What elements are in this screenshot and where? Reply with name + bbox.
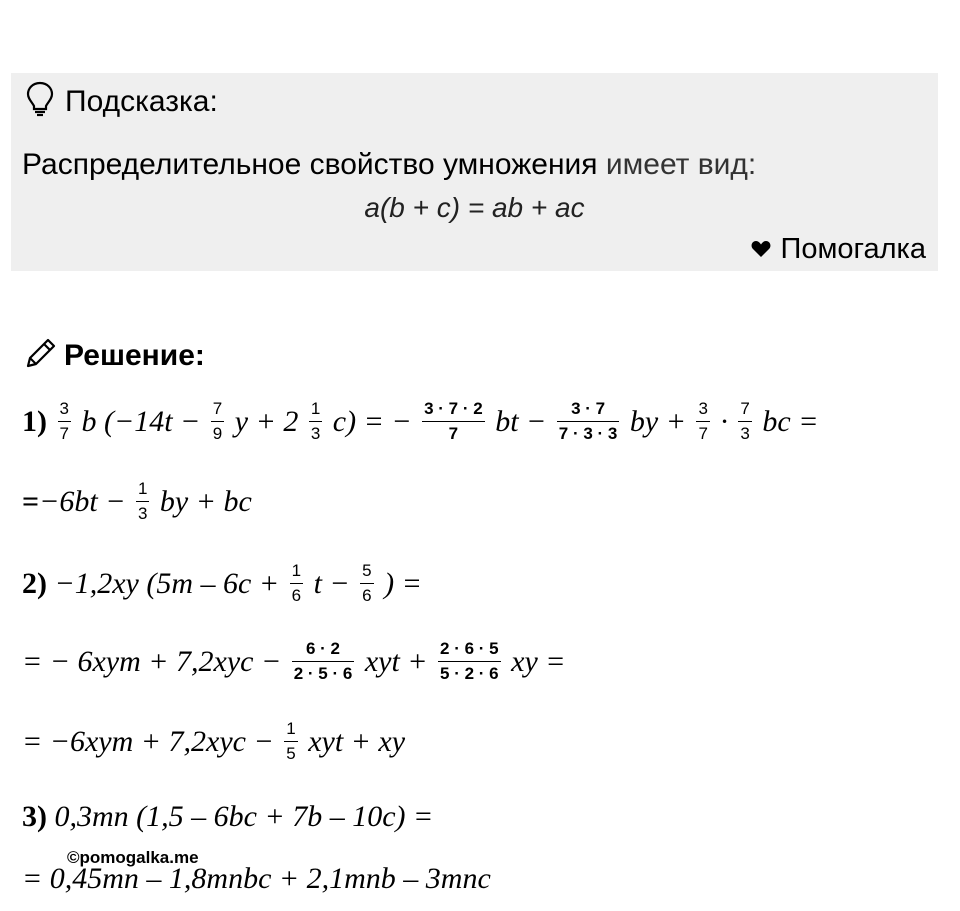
solution-line-1b [22, 479, 252, 526]
solution-line-2 [22, 561, 422, 608]
expr-text: b (−14t − [73, 404, 208, 438]
expr-text: by + [622, 404, 694, 438]
expr-text: bt − [487, 404, 554, 438]
equals-sign: = [22, 484, 40, 518]
hint-brand [751, 233, 926, 266]
expr-text: −1,2xy (5m – 6c + [47, 566, 287, 600]
expr-text: c) = − [325, 404, 420, 438]
solution-line-2c [22, 719, 406, 766]
watermark: ©pomogalka.me [67, 848, 199, 867]
expr-text: = − 6xym + 7,2xyc − [22, 644, 289, 678]
fraction: $\frac{2 \cdot 6 \cdot 5}{5 \cdot 2 \cdot 6}$ [440, 639, 499, 683]
hint-text [22, 148, 756, 182]
fraction: $\frac{3}{7}$ [698, 399, 708, 443]
expr-text: y + 2 [227, 404, 306, 438]
brand-name: Помогалка [780, 233, 926, 265]
fraction: $\frac{3}{7}$ [59, 399, 69, 443]
expr-text: · [712, 404, 736, 438]
hint-formula: a(b + c) = ab + ac [364, 192, 585, 223]
expr-text: xyt + [357, 644, 436, 678]
expr-text: xyt + xy [300, 724, 406, 758]
fraction: $\frac{7}{9}$ [212, 399, 223, 443]
fraction: $\frac{1}{3}$ [310, 399, 321, 443]
hint-header [25, 81, 218, 122]
fraction: $\frac{1}{6}$ [291, 561, 302, 605]
hint-title: Подсказка: [65, 84, 218, 118]
item-label: 2) [22, 566, 47, 600]
fraction: $\frac{7}{3}$ [740, 399, 750, 443]
solution-line-2b [22, 639, 566, 686]
expr-text: 0,3mn (1,5 – 6bc + 7b – 10c) = [47, 800, 434, 833]
expr-text: by + bc [152, 484, 252, 518]
hint-box [11, 73, 938, 271]
pencil-icon [24, 336, 58, 375]
expr-text: −6bt − [39, 484, 133, 518]
item-label: 3) [22, 800, 47, 833]
fraction: $\frac{1}{3}$ [137, 479, 148, 523]
expr-text: ) = [376, 566, 422, 600]
solution-line-3 [22, 800, 433, 834]
fraction: $\frac{3 \cdot 7 \cdot 2}{7}$ [424, 399, 483, 443]
expr-text: = −6xym + 7,2xyc − [22, 724, 282, 758]
lightbulb-icon [25, 81, 55, 122]
hint-text-bold: Распределительное свойство умножения [22, 148, 598, 181]
expr-text: t − [306, 566, 358, 600]
solution-header [24, 336, 205, 375]
fraction: $\frac{3 \cdot 7}{7 \cdot 3 \cdot 3}$ [558, 399, 618, 443]
fraction: $\frac{1}{5}$ [286, 719, 296, 763]
solution-title: Решение: [64, 338, 205, 372]
heart-icon [751, 233, 781, 266]
expr-text: xy = [503, 644, 566, 678]
expr-text: = 0,45mn – 1,8mnbc + 2,1mnb – 3mnc [22, 862, 491, 895]
item-label: 1) [22, 404, 47, 438]
fraction: $\frac{5}{6}$ [362, 561, 372, 605]
hint-text-rest: имеет вид: [597, 148, 757, 181]
expr-text: bc = [754, 404, 819, 438]
solution-line-1 [22, 399, 819, 446]
fraction: $\frac{6 \cdot 2}{2 \cdot 5 \cdot 6}$ [293, 639, 353, 683]
